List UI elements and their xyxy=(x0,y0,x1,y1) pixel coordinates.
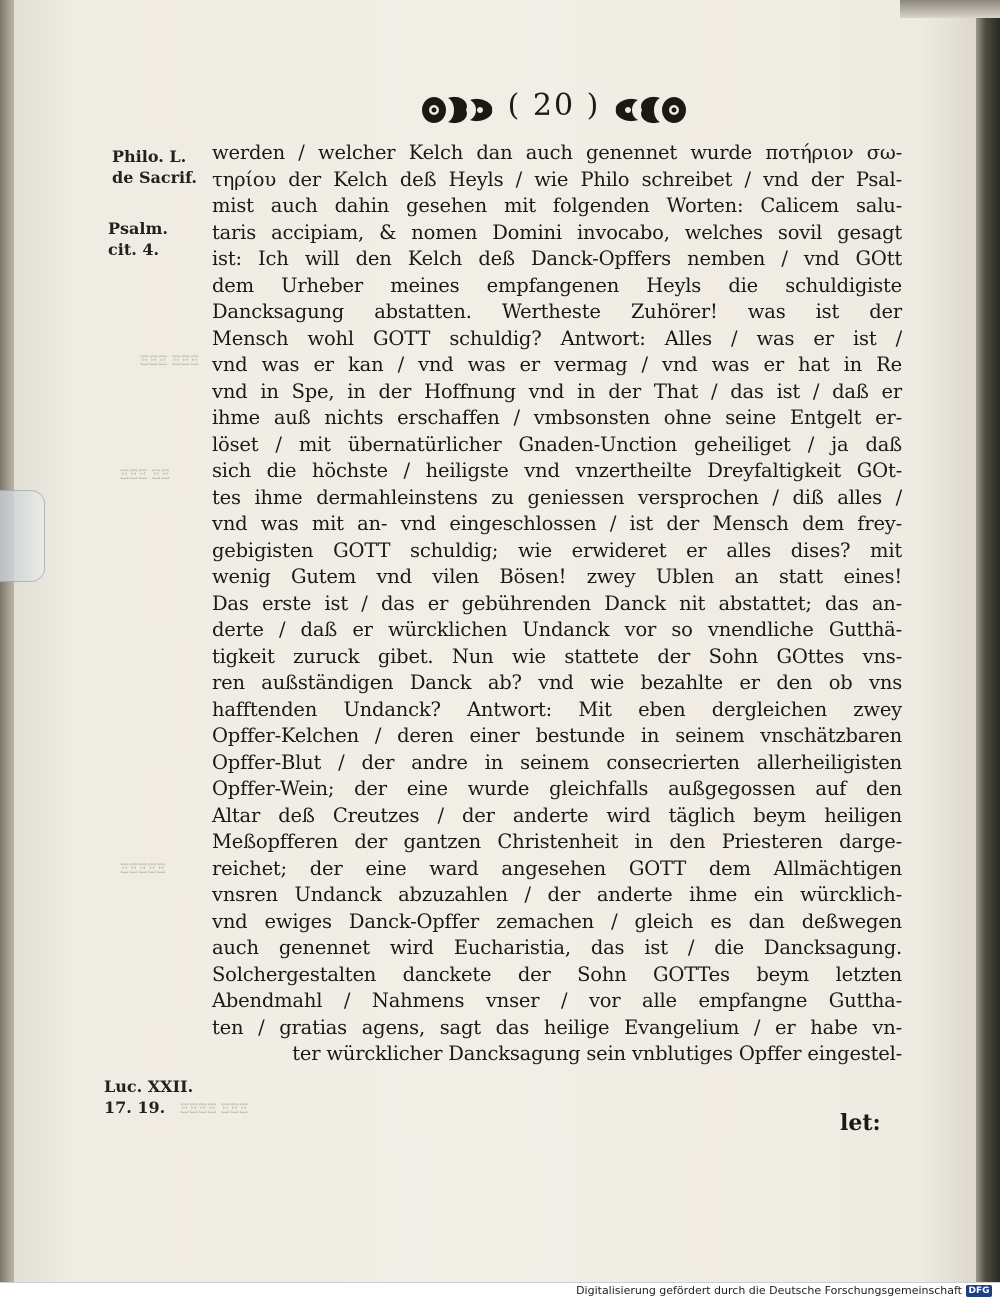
funding-credit: Digitalisierung gefördert durch die Deutsche Forschungsgemeinschaft xyxy=(576,1284,962,1297)
text-line: wenig Gutem vnd vilen Bösen! zwey Ublen an statt eines! xyxy=(212,565,902,588)
text-line: Mensch wohl GOTT schuldig? Antwort: Alles / was er ist / xyxy=(212,326,902,350)
text-line: Solchergestalten danckete der Sohn GOTTes beym letzten xyxy=(212,962,902,986)
text-line: Altar deß Creutzes / der anderte wird täglich beym heiligen xyxy=(212,803,902,827)
text-line: ren außständigen Danck ab? vnd wie bezahlte er den ob vns xyxy=(212,671,902,694)
text-line: vnd ewiges Danck-Opffer zemachen / gleich es dan deßwegen xyxy=(212,909,902,933)
text-line: auch genennet wird Eucharistia, das ist / die Dancksagung. xyxy=(212,936,902,959)
bleed-through-text: ΞΞΞ ΞΞ xyxy=(120,468,170,483)
bleed-through-text: ΞΞΞ ΞΞΞ xyxy=(140,354,200,369)
catchword: let: xyxy=(840,1110,881,1136)
page-number: ( 20 ) xyxy=(507,88,601,123)
fleuron-ornament-icon xyxy=(610,92,688,128)
margin-note-luke xyxy=(104,1076,193,1118)
margin-note-text: Luc. XXII. 17. 19. xyxy=(104,1077,194,1117)
text-line: tes ihme dermahleinstens zu geniessen versprochen / diß alles / xyxy=(212,485,902,509)
margin-note-psalm xyxy=(108,218,168,260)
margin-note-text: Philo. L. de Sacrif. xyxy=(112,147,197,187)
text-line: vnd was er kan / vnd was er vermag / vnd was er hat in Re xyxy=(212,353,902,376)
running-header xyxy=(420,88,690,132)
text-line: gebigisten GOTT schuldig; wie erwideret er alles dises? mit xyxy=(212,538,902,562)
text-line: Opffer-Kelchen / deren einer bestunde in seinem vnschätzbaren xyxy=(212,724,902,747)
text-line: vnd in Spe, in der Hoffnung vnd in der That / das ist / daß er xyxy=(212,379,902,403)
text-line: werden / welcher Kelch dan auch genennet wurde ποτήριον σω- xyxy=(212,141,902,164)
text-line: Opffer-Blut / der andre in seinem consecrierten allerheiligisten xyxy=(212,750,902,774)
text-line: mist auch dahin gesehen mit folgenden Worten: Calicem salu- xyxy=(212,194,902,217)
bleed-through-text: ΞΞΞΞΞ xyxy=(120,862,166,877)
book-fore-edge xyxy=(976,0,1000,1282)
text-line: Opffer-Wein; der eine wurde gleichfalls außgegossen auf den xyxy=(212,777,902,800)
dfg-logo-icon[interactable]: DFG xyxy=(966,1285,992,1297)
text-line: sich die höchste / heiligste vnd vnzertheilte Dreyfaltigkeit GOt- xyxy=(212,459,902,482)
bleed-through-text: ΞΞΞΞ ΞΞΞ xyxy=(180,1102,249,1117)
text-line: taris accipiam, & nomen Domini invocabo, welches sovil gesagt xyxy=(212,220,902,244)
text-line: Abendmahl / Nahmens vnser / vor alle empfangne Guttha- xyxy=(212,989,902,1012)
text-line: ter würcklicher Dancksagung sein vnblutiges Opffer eingestel- xyxy=(292,1042,902,1065)
main-text-block xyxy=(212,140,902,1068)
text-line: Dancksagung abstatten. Wertheste Zuhörer! was ist der xyxy=(212,300,902,323)
text-line: reichet; der eine ward angesehen GOTT dem Allmächtigen xyxy=(212,856,902,880)
text-line: ten / gratias agens, sagt das heilige Evangelium / er habe vn- xyxy=(212,1015,902,1039)
text-line: ist: Ich will den Kelch deß Danck-Opffers nemben / vnd GOtt xyxy=(212,247,902,270)
text-line: vnd was mit an- vnd eingeschlossen / ist der Mensch dem frey- xyxy=(212,512,902,535)
text-line: dem Urheber meines empfangenen Heyls die schuldigiste xyxy=(212,273,902,297)
text-line: tigkeit zuruck gibet. Nun wie stattete der Sohn GOttes vns- xyxy=(212,644,902,668)
margin-note-text: Psalm. cit. 4. xyxy=(108,219,168,259)
text-line: Meßopfferen der gantzen Christenheit in den Priesteren darge- xyxy=(212,830,902,853)
text-line: ihme auß nichts erschaffen / vmbsonsten ohne seine Entgelt er- xyxy=(212,406,902,429)
margin-note-philo xyxy=(112,146,197,188)
text-line: vnsren Undanck abzuzahlen / der anderte ihme ein würcklich- xyxy=(212,883,902,906)
text-line: hafftenden Undanck? Antwort: Mit eben dergleichen zwey xyxy=(212,697,902,721)
digitization-footer xyxy=(0,1282,1000,1300)
text-line: löset / mit übernatürlicher Gnaden-Unction geheiliget / ja daß xyxy=(212,432,902,456)
text-line: τηρίου der Kelch deß Heyls / wie Philo schreibet / vnd der Psal- xyxy=(212,167,902,191)
page-clip xyxy=(0,490,45,582)
text-line: derte / daß er würcklichen Undanck vor so vnendliche Gutthä- xyxy=(212,618,902,641)
text-line: Das erste ist / das er gebührenden Danck nit abstattet; das an- xyxy=(212,591,902,615)
fleuron-ornament-icon xyxy=(420,92,498,128)
page-corner-shadow xyxy=(900,0,1000,18)
